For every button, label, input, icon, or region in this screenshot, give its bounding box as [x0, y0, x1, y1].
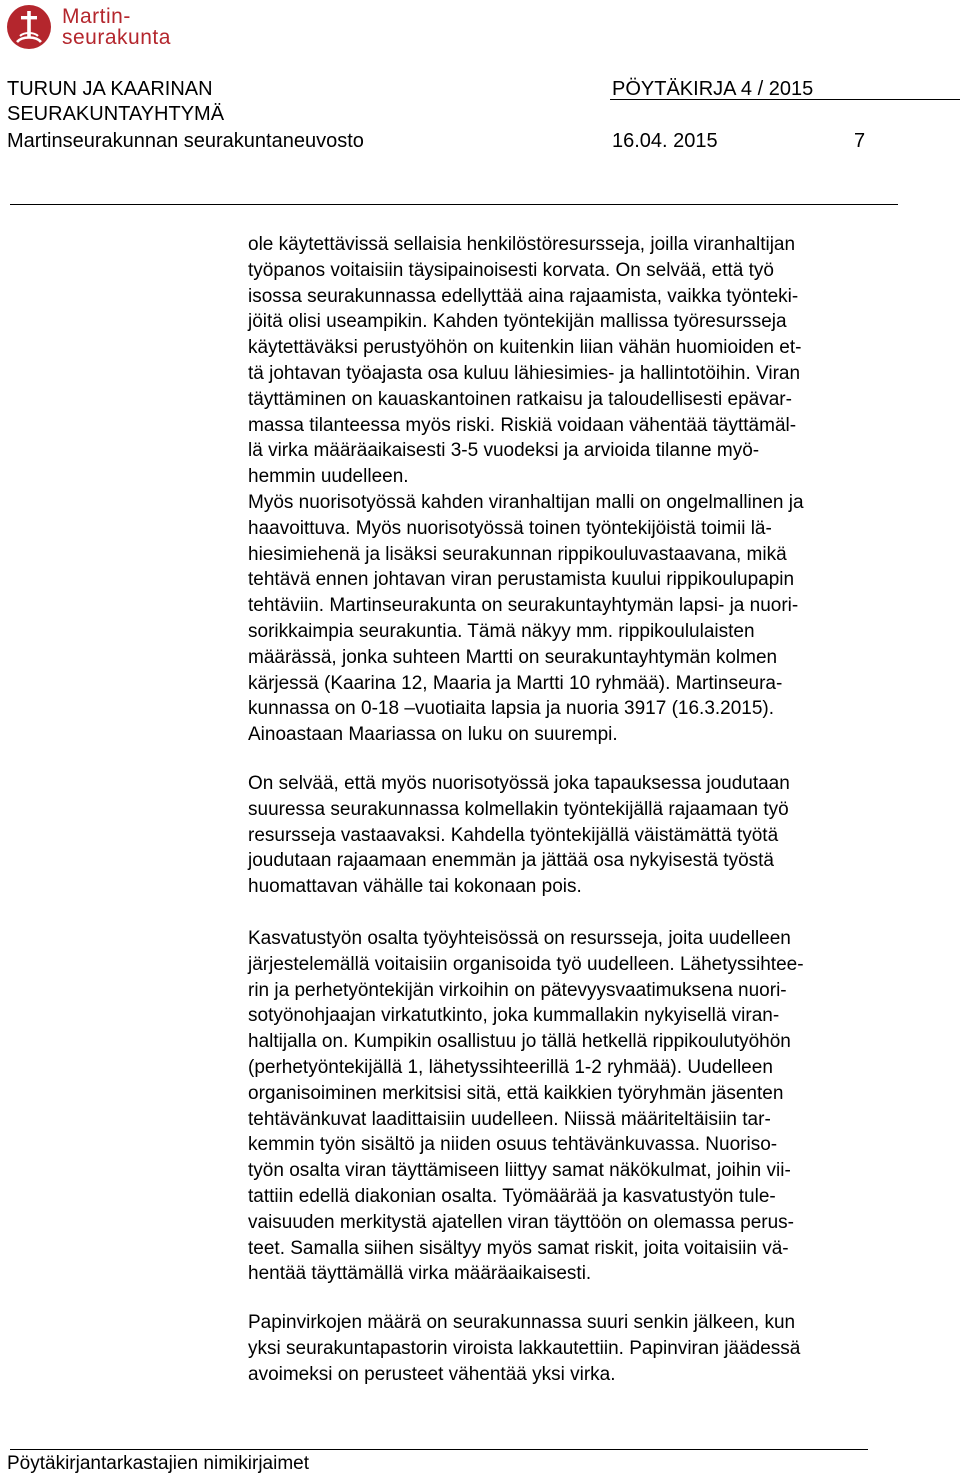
church-cross-logo-icon: [6, 4, 52, 50]
meeting-date: 16.04. 2015: [612, 130, 718, 152]
header-rule: [10, 204, 898, 205]
header-divider: [610, 99, 960, 100]
brand-name-line1: Martin-: [62, 5, 131, 28]
body-paragraph-3: [248, 926, 908, 1287]
brand-name: [62, 6, 171, 48]
org-name-line2: SEURAKUNTAYHTYMÄ: [7, 103, 225, 125]
paragraph-text: On selvää, että myös nuorisotyössä joka tapauksessa joudutaan suuressa seurakunnassa kolmellakin työntekijällä rajaamaan työ resursseja vastaavaksi. Kahdella työntekijällä väistämättä työtä joudutaan rajaamaan enemmän ja jättää osa nykyisestä työstä huomattavan vähälle tai kokonaan pois.: [248, 773, 790, 898]
footer-rule: [10, 1449, 868, 1450]
paragraph-text: ole käytettävissä sellaisia henkilöstöresursseja, joilla viranhaltijan työpanos voitaisiin täysipainoisesti korvata. On selvää, että työ isossa seurakunnassa edellyttää aina rajaamista, vaikka työnteki- jöitä olisi useampikin. Kahden työntekijän mallissa työresursseja käytettäväksi perustyöhön on kuitenkin liian vähän huomioiden et- tä johtavan työajasta osa kuluu lähiesimies- ja hallintotöihin. Viran täyttäminen on kauaskantoinen ratkaisu ja taloudellisesti epävar- massa tilanteessa myös riski. Riskiä voidaan vähentää täyttämäl- lä virka määräaikaisesti 3-5 vuodeksi ja arvioida tilanne myö- hemmin uudelleen. Myös nuorisotyössä kahden viranhaltijan malli on ongelmallinen ja haavoittuva. Myös nuorisotyössä toinen työntekijöistä toimii lä- hiesimiehenä ja lisäksi seurakunnan rippikouluvastaavana, mikä tehtävä ennen johtavan viran perustamista kuului rippikoulupapin tehtäviin. Martinseurakunta on seurakuntayhtymän lapsi- ja nuori- sorikkaimpia seurakuntia. Tämä näkyy mm. rippikoululaisten määrässä, jonka suhteen Martti on seurakuntayhtymän kolmen kärjessä (Kaarina 12, Maaria ja Martti 10 ryhmää). Martinseura- kunnassa on 0-18 –vuotiaita lapsia ja nuoria 3917 (16.3.2015). Ainoastaan Maariassa on luku on suurempi.: [248, 234, 804, 746]
brand-name-line2: seurakunta: [62, 26, 171, 49]
page-number: 7: [854, 130, 866, 152]
org-name-line1: TURUN JA KAARINAN: [7, 78, 213, 100]
council-name: Martinseurakunnan seurakuntaneuvosto: [7, 130, 364, 152]
signatures-label: Pöytäkirjantarkastajien nimikirjaimet: [7, 1453, 309, 1474]
paragraph-text: Papinvirkojen määrä on seurakunnassa suuri senkin jälkeen, kun yksi seurakuntapastorin viroista lakkautettiin. Papinviran jäädessä avoimeksi on perusteet vähentää yksi virka.: [248, 1312, 801, 1385]
body-paragraph-4: [248, 1310, 908, 1387]
paragraph-text: Kasvatustyön osalta työyhteisössä on resursseja, joita uudelleen järjestelemällä voitaisiin organisoida työ uudelleen. Lähetyssihtee- rin ja perhetyöntekijän virkoihin on pätevyysvaatimuksena nuori- sotyönohjaajan virkatutkinto, joka kummallakin nykyisellä viran- haltijalla on. Kumpikin osallistuu jo tällä hetkellä rippikoulutyöhön (perhetyöntekijällä 1, lähetyssihteerillä 1-2 ryhmää). Uudelleen organisoiminen merkitsisi sitä, että kaikkien työryhmän jäsenten tehtävänkuvat laadittaisiin uudelleen. Niissä määriteltäisiin tar- kemmin työn sisältö ja niiden osuus tehtävänkuvassa. Nuoriso- työn osalta viran täyttämiseen liittyy samat näkökulmat, joihin vii- tattiin edellä diakonian osalta. Työmäärää ja kasvatustyön tule- vaisuuden merkitystä ajatellen viran täyttöön on olemassa perus- teet. Samalla siihen sisältyy myös samat riskit, joita voitaisiin vä- hentää täyttämällä virka määräaikaisesti.: [248, 928, 804, 1285]
document-title: PÖYTÄKIRJA 4 / 2015: [612, 78, 814, 100]
brand-logo: [6, 2, 171, 52]
body-paragraph-2: [248, 771, 908, 900]
body-paragraph-1: [248, 232, 908, 748]
